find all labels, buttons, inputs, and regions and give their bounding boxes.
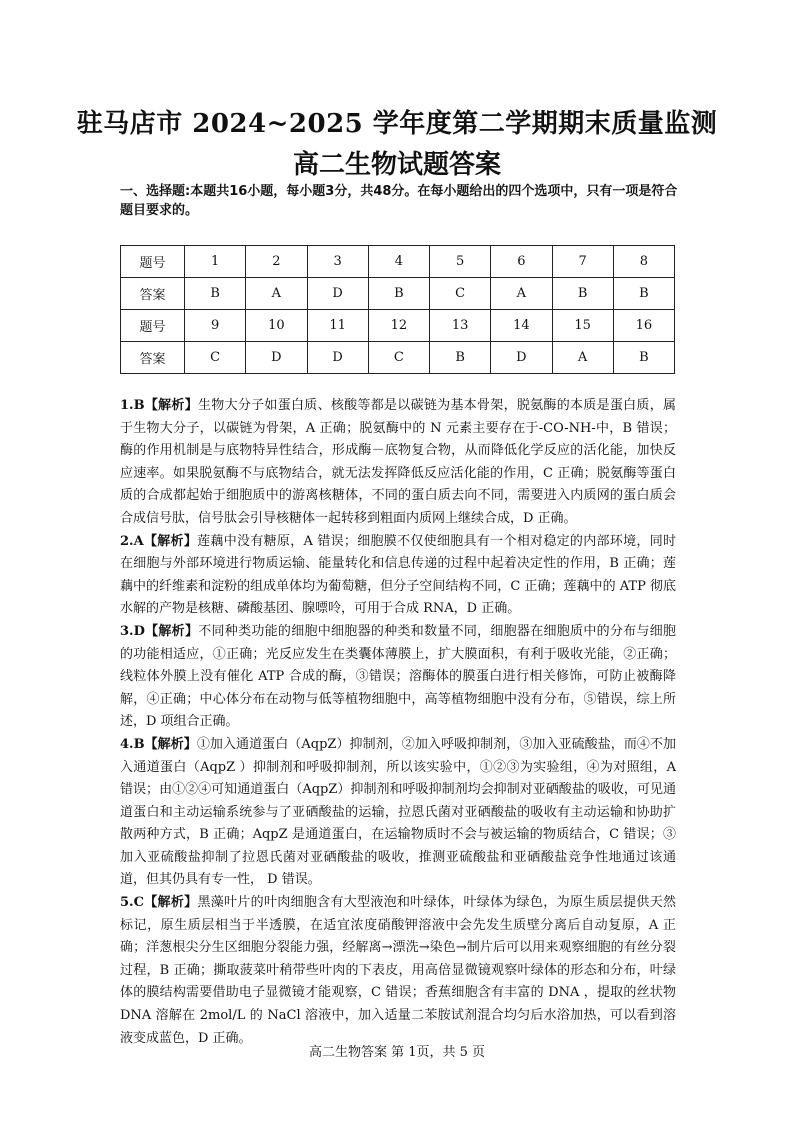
section-heading: 一、选择题:本题共16小题，每小题3分，共48分。在每小题给出的四个选项中，只有一项是符合题目要求的。	[120, 184, 678, 218]
row-label: 题号	[121, 246, 185, 278]
table-cell: 3	[307, 246, 368, 278]
explanation-item	[120, 395, 676, 531]
row-label: 答案	[121, 342, 185, 374]
table-cell: 14	[491, 310, 552, 342]
answer-tag: 2.A【解析】	[120, 533, 198, 549]
row-label: 答案	[121, 278, 185, 310]
explanation-text: ①加入通道蛋白（AqpZ）抑制剂，②加入呼吸抑制剂，③加入亚硫酸盐，而④不加入通道蛋白（AqpZ ）抑制剂和呼吸抑制剂，所以该实验中，①②③为实验组，④为对照组，A 错误；由①②④可知通道蛋白（AqpZ）抑制剂和呼吸抑制剂均会抑制对亚硒酸盐的吸收，可见通道蛋白和主动运输系统参与了亚硒酸盐的运输，拉恩氏菌对亚硒酸盐的吸收有主动运输和协助扩散两种方式，B 正确；AqpZ 是通道蛋白，在运输物质时不会与被运输的物质结合，C 错误；③加入亚硫酸盐抑制了拉恩氏菌对亚硒酸盐的吸收，推测亚硫酸盐和亚硒酸盐竞争性地通过该通道，但其仍具有专一性， D 错误。	[120, 736, 676, 888]
table-cell: D	[307, 278, 368, 310]
table-cell: 11	[307, 310, 368, 342]
table-row	[121, 310, 675, 342]
table-cell: C	[430, 278, 491, 310]
answer-tag: 5.C【解析】	[120, 895, 198, 911]
answer-tag: 3.D【解析】	[120, 623, 199, 639]
table-cell: A	[491, 278, 552, 310]
table-cell: C	[368, 342, 429, 374]
page-footer: 高二生物答案 第 1页，共 5 页	[308, 1045, 486, 1060]
table-cell: C	[185, 342, 246, 374]
table-cell: B	[613, 278, 674, 310]
table-cell: 8	[613, 246, 674, 278]
table-cell: 6	[491, 246, 552, 278]
table-cell: B	[552, 278, 613, 310]
table-cell: 9	[185, 310, 246, 342]
table-cell: 16	[613, 310, 674, 342]
table-cell: 10	[246, 310, 307, 342]
table-cell: 4	[368, 246, 429, 278]
explanation-text: 生物大分子如蛋白质、核酸等都是以碳链为基本骨架，脱氨酶的本质是蛋白质，属于生物大分子，以碳链为骨架，A 正确；脱氨酶中的 N 元素主要存在于-CO-NH-中，B 错误；酶的作用机制是与底物特异性结合，形成酶－底物复合物，从而降低化学反应的活化能，加快反应速率。如果脱氨酶不与底物结合，就无法发挥降低反应活化能的作用，C 正确；脱氨酶等蛋白质的合成都起始于细胞质中的游离核糖体，不同的蛋白质去向不同，需要进入内质网的蛋白质会合成信号肽，信号肽会引导核糖体一起转移到粗面内质网上继续合成，D 正确。	[120, 398, 676, 526]
explanation-text: 黑藻叶片的叶肉细胞含有大型液泡和叶绿体，叶绿体为绿色，为原生质层提供天然标记，原生质层相当于半透膜，在适宜浓度硝酸钾溶液中会先发生质壁分离后自动复原，A 正确；洋葱根尖分生区细胞分裂能力强，经解离→漂洗→染色→制片后可以用来观察细胞的有丝分裂过程，B 正确；撕取菠菜叶稍带些叶肉的下表皮，用高倍显微镜观察叶绿体的形态和分布，叶绿体的膜结构需要借助电子显微镜才能观察，C 错误；香蕉细胞含有丰富的 DNA ，提取的丝状物 DNA 溶解在 2mol/L 的 NaCl 溶液中，加入适量二苯胺试剂混合均匀后水浴加热，可以看到溶液变成蓝色，D 正确。	[120, 895, 676, 1046]
table-cell: 7	[552, 246, 613, 278]
row-label: 题号	[121, 310, 185, 342]
table-cell: B	[368, 278, 429, 310]
table-row	[121, 342, 675, 374]
explanation-item	[120, 621, 676, 734]
explanations	[120, 395, 676, 1050]
answer-table	[120, 245, 675, 374]
exam-subtitle: 高二生物试题答案	[292, 150, 501, 180]
answer-tag: 4.B【解析】	[120, 736, 197, 752]
table-cell: B	[430, 342, 491, 374]
table-cell: 12	[368, 310, 429, 342]
exam-title: 驻马店市 2024~2025 学年度第二学期期末质量监测	[76, 109, 718, 139]
explanation-text: 莲藕中没有糖原，A 错误；细胞膜不仅使细胞具有一个相对稳定的内部环境，同时在细胞与外部环境进行物质运输、能量转化和信息传递的过程中起着决定性的作用，B 正确；莲藕中的纤维素和淀粉的组成单体均为葡萄糖，但分子空间结构不同，C 正确；莲藕中的 ATP 彻底水解的产物是核糖、磷酸基团、腺嘌呤，可用于合成 RNA，D 正确。	[120, 533, 676, 617]
table-cell: 1	[185, 246, 246, 278]
explanation-text: 不同种类功能的细胞中细胞器的种类和数量不同，细胞器在细胞质中的分布与细胞的功能相适应，①正确；光反应发生在类囊体薄膜上，扩大膜面积，有利于吸收光能，②正确；线粒体外膜上没有催化 ATP 合成的酶，③错误；溶酶体的膜蛋白进行相关修饰，可防止被酶降解，④正确；中心体分布在动物与低等植物细胞中，高等植物细胞中没有分布，⑤错误，综上所述，D 项组合正确。	[120, 623, 676, 730]
table-cell: D	[307, 342, 368, 374]
table-cell: 15	[552, 310, 613, 342]
table-cell: 5	[430, 246, 491, 278]
table-cell: 13	[430, 310, 491, 342]
answer-tag: 1.B【解析】	[120, 398, 198, 413]
table-cell: B	[185, 278, 246, 310]
explanation-item	[120, 531, 676, 621]
table-row	[121, 278, 675, 310]
table-cell: D	[491, 342, 552, 374]
table-cell: B	[613, 342, 674, 374]
table-cell: 2	[246, 246, 307, 278]
explanation-item	[120, 734, 676, 892]
explanation-item	[120, 892, 676, 1050]
table-row	[121, 246, 675, 278]
table-cell: A	[246, 278, 307, 310]
table-cell: D	[246, 342, 307, 374]
table-cell: A	[552, 342, 613, 374]
